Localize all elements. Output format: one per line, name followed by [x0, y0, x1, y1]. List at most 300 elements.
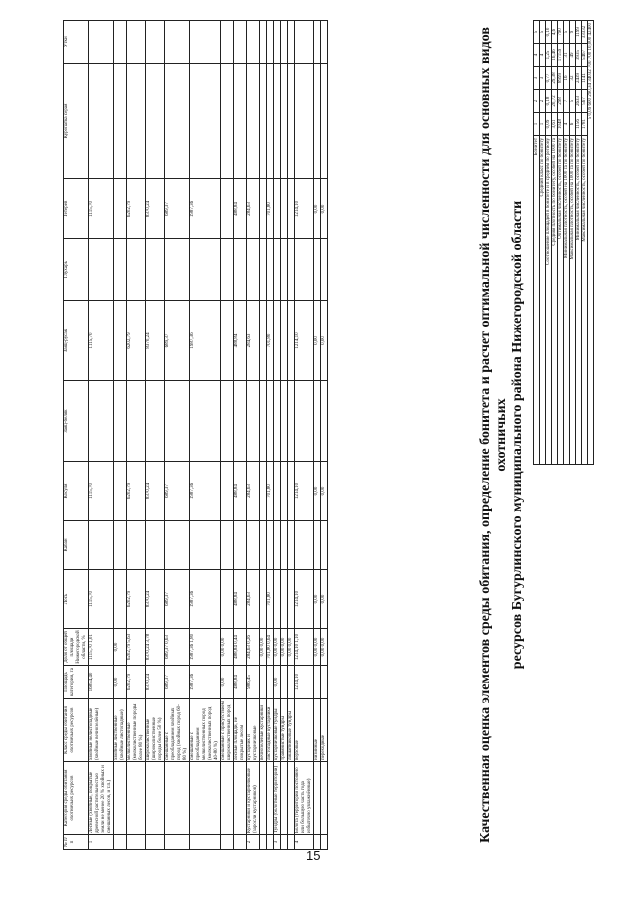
- cell-species-value: 488,84: [234, 179, 247, 239]
- cell-species-value: 6202,79: [127, 461, 146, 520]
- rotated-frame: [38, 20, 598, 850]
- table-row: [314, 21, 321, 850]
- cell-no: 3: [274, 835, 281, 850]
- bonitet-row-label: Средний класс по бонитету: [540, 136, 546, 465]
- cell-species-value: [314, 521, 321, 570]
- cell-species-value: [281, 300, 288, 381]
- cell-area: [281, 666, 288, 699]
- col-species-6: Глухарь: [64, 239, 89, 300]
- cell-no: 2: [247, 835, 260, 850]
- cell-species-value: [234, 521, 247, 570]
- cell-species-value: [247, 381, 260, 462]
- cell-species-value: 1115,70: [89, 461, 114, 520]
- cell-species-value: [146, 63, 165, 179]
- col-species-3: Косуля: [64, 461, 89, 520]
- bonitet-cell: 32: [570, 67, 576, 90]
- col-species-4: Заяц-беляк: [64, 381, 89, 462]
- cell-category: [127, 762, 146, 835]
- cell-species-value: [89, 521, 114, 570]
- cell-species-value: 1987,36: [190, 461, 221, 520]
- table-row: [260, 21, 267, 850]
- bonitet-cell: 17159: [558, 44, 564, 67]
- cell-species-value: [295, 239, 314, 300]
- cell-area: [321, 666, 328, 699]
- cell-species-value: [114, 239, 127, 300]
- document-title: [478, 20, 526, 850]
- cell-share: 0,00 0,00: [321, 629, 328, 666]
- cell-species-value: [274, 521, 281, 570]
- cell-species-value: 8370,24: [146, 461, 165, 520]
- cell-species-value: [321, 239, 328, 300]
- col-share: Доля от общей площади Нижегородской области, %: [64, 630, 87, 664]
- cell-no: 4: [295, 835, 314, 850]
- bonitet-cell: 4: [564, 113, 570, 136]
- bonitet-cell: 0,18: [546, 90, 552, 113]
- cell-species-value: [288, 461, 295, 520]
- header-row: [64, 21, 89, 850]
- cell-species-value: [288, 300, 295, 381]
- cell-share: 0,00 0,00: [260, 629, 267, 666]
- cell-species-value: 0,00: [321, 461, 328, 520]
- cell-share: 284,63 0,26: [247, 629, 260, 666]
- table-row: [190, 21, 221, 850]
- cell-species-value: [114, 381, 127, 462]
- cell-species-value: 1214,10: [295, 569, 314, 628]
- cell-species-value: [288, 179, 295, 239]
- cell-species-value: [295, 21, 314, 64]
- cell-class: кустарничковые тундры: [274, 699, 281, 762]
- cell-species-value: [281, 381, 288, 462]
- bonitet-cell: 5: [570, 90, 576, 113]
- bonitet-cell: 6: [570, 113, 576, 136]
- cell-area: 0,00: [274, 666, 281, 699]
- bonitet-cell: 16: [564, 67, 570, 90]
- cell-area: 689,37: [165, 666, 190, 699]
- cell-species-value: 1987,36: [190, 300, 221, 381]
- cell-species-value: [114, 461, 127, 520]
- bonitet-cell: 5467: [582, 44, 588, 67]
- cell-species-value: 488,84: [234, 569, 247, 628]
- cell-species-value: 0,00: [314, 569, 321, 628]
- bonitet-cell: 790: [558, 21, 564, 44]
- cell-species-value: [114, 300, 127, 381]
- cell-no: [267, 835, 274, 850]
- cell-area: [314, 666, 321, 699]
- cell-species-value: [260, 521, 267, 570]
- cell-share: 0,00 0,00: [274, 629, 281, 666]
- cell-share: 6202,79 5,63: [127, 629, 146, 666]
- cell-species-value: [127, 381, 146, 462]
- cell-species-value: [190, 63, 221, 179]
- cell-share: 1987,36 1,80: [190, 629, 221, 666]
- cell-class: верховые: [295, 699, 314, 762]
- cell-species-value: [260, 381, 267, 462]
- cell-species-value: [314, 239, 321, 300]
- bonitet-cell: 1156: [576, 113, 582, 136]
- cell-species-value: [165, 521, 190, 570]
- bonitet-cell: 2633: [576, 90, 582, 113]
- cell-species-value: [114, 569, 127, 628]
- cell-share: 0,00 0,00: [314, 629, 321, 666]
- cell-species-value: [321, 521, 328, 570]
- page-number: 15: [306, 848, 321, 863]
- cell-species-value: [281, 569, 288, 628]
- cell-species-value: [221, 461, 234, 520]
- cell-species-value: [114, 63, 127, 179]
- cell-species-value: [267, 521, 274, 570]
- cell-share: 1115,70 1,01: [89, 629, 114, 666]
- cell-no: [221, 835, 234, 850]
- cell-species-value: [281, 521, 288, 570]
- cell-species-value: [260, 21, 267, 64]
- cell-area: 6202,79: [127, 666, 146, 699]
- bonitet-cell: 1,25: [546, 44, 552, 67]
- cell-species-value: [281, 239, 288, 300]
- bonitet-cell: 20,72: [552, 90, 558, 113]
- cell-species-value: [274, 461, 281, 520]
- cell-no: [288, 835, 295, 850]
- cell-species-value: 1115,70: [89, 179, 114, 239]
- cell-species-value: [190, 381, 221, 462]
- title-line-1: Качественная оценка элементов среды обитания, определение бонитета и расчет оптимальной численности для основных видов охотничьих: [478, 27, 509, 843]
- col-species-2: Кабан: [64, 521, 89, 570]
- col-area: Площадь категории, га: [64, 666, 89, 699]
- bonitet-cell: 4,6: [552, 21, 558, 44]
- cell-species-value: [165, 21, 190, 64]
- cell-species-value: 701,80: [267, 461, 274, 520]
- cell-species-value: [234, 21, 247, 64]
- cell-species-value: 689,37: [165, 569, 190, 628]
- cell-species-value: [247, 521, 260, 570]
- cell-category: [321, 762, 328, 835]
- bonitet-cell: 567: [582, 90, 588, 113]
- cell-species-value: [281, 461, 288, 520]
- bonitet-cell: 8999: [558, 67, 564, 90]
- cell-species-value: [288, 569, 295, 628]
- cell-species-value: [234, 239, 247, 300]
- cell-species-value: 0,00: [314, 179, 321, 239]
- cell-category: [165, 762, 190, 835]
- bonitet-row-label: Максимальная численность, особей по бонитету: [582, 136, 588, 465]
- cell-species-value: 8370,24: [146, 569, 165, 628]
- title-line-2: ресурсов Бугурлинского муниципального района Нижегородской области: [510, 200, 525, 670]
- cell-species-value: [274, 569, 281, 628]
- cell-species-value: [234, 381, 247, 462]
- cell-species-value: [89, 381, 114, 462]
- bonitet-cell: 33332: [582, 21, 588, 44]
- bonitet-header-cell: 1: [534, 113, 540, 136]
- cell-species-value: 1987,36: [190, 179, 221, 239]
- cell-species-value: [274, 300, 281, 381]
- cell-category: [114, 762, 127, 835]
- cell-species-value: [281, 21, 288, 64]
- cell-share: 1214,10 1,10: [295, 629, 314, 666]
- cell-species-value: [267, 63, 274, 179]
- cell-species-value: [274, 179, 281, 239]
- cell-species-value: [127, 239, 146, 300]
- cell-area: [267, 666, 274, 699]
- cell-no: [165, 835, 190, 850]
- table-row: [321, 21, 328, 850]
- bonitet-cell: 16,46: [552, 44, 558, 67]
- cell-species-value: 284,63: [247, 300, 260, 381]
- cell-species-value: 1115,70: [89, 569, 114, 628]
- cell-no: [234, 835, 247, 850]
- cell-species-value: [288, 521, 295, 570]
- cell-species-value: 689,37: [165, 300, 190, 381]
- cell-species-value: [221, 239, 234, 300]
- cell-species-value: 0,00: [321, 300, 328, 381]
- cell-species-value: [89, 239, 114, 300]
- cell-species-value: [114, 179, 127, 239]
- cell-no: [146, 835, 165, 850]
- cell-species-value: [221, 300, 234, 381]
- cell-species-value: [260, 239, 267, 300]
- table-row: [281, 21, 288, 850]
- cell-species-value: [127, 521, 146, 570]
- cell-area: [260, 666, 267, 699]
- cell-species-value: 488,84: [234, 300, 247, 381]
- cell-class: хвойные нелистопадные (хвойные вечнозелёные): [89, 699, 114, 762]
- cell-no: [114, 835, 127, 850]
- cell-category: [267, 762, 274, 835]
- cell-species-value: [89, 21, 114, 64]
- cell-share: 0,00: [114, 629, 127, 666]
- table-row: [127, 21, 146, 850]
- cell-species-value: 8370,24: [146, 300, 165, 381]
- cell-species-value: 1214,10: [295, 461, 314, 520]
- bonitet-cell: 298: [558, 90, 564, 113]
- cell-species-value: [234, 63, 247, 179]
- cell-species-value: [281, 179, 288, 239]
- cell-species-value: [274, 239, 281, 300]
- assessment-table: [63, 20, 328, 850]
- cell-class: кустарник и кустарничковые: [247, 699, 260, 762]
- table-row: [221, 21, 234, 850]
- cell-category: [260, 762, 267, 835]
- cell-category: Тундры (болотные территории): [274, 762, 281, 835]
- col-species-5: Заяц-русак: [64, 300, 89, 381]
- cell-species-value: [295, 521, 314, 570]
- cell-species-value: [221, 63, 234, 179]
- cell-share: 8370,24 3,78: [146, 629, 165, 666]
- cell-species-value: [321, 63, 328, 179]
- cell-category: Лесные (хвойные, покрытые древесной растительностью земли не менее 20 % хвойных и смешанных лесов, и т.п.): [89, 762, 114, 835]
- cell-species-value: [247, 21, 260, 64]
- table-row: [165, 21, 190, 850]
- cell-species-value: [267, 239, 274, 300]
- cell-species-value: [314, 63, 321, 179]
- cell-species-value: [274, 381, 281, 462]
- cell-species-value: [321, 381, 328, 462]
- col-species-8: Куропатка серая: [64, 63, 89, 179]
- table-row: [89, 21, 114, 850]
- cell-class: смешанные с преобладанием мелколиственных пород (мелколиственных пород 40-80 %): [190, 699, 221, 762]
- col-species-1: Лось: [64, 569, 89, 628]
- cell-species-value: [267, 21, 274, 64]
- cell-species-value: 689,37: [165, 461, 190, 520]
- bonitet-header-cell: 4: [534, 44, 540, 67]
- bonitet-cell: 0,10: [546, 21, 552, 44]
- cell-share: 701,80 0,64: [267, 629, 274, 666]
- cell-species-value: [146, 21, 165, 64]
- cell-area: [288, 666, 295, 699]
- bonitet-cell: 1781: [582, 113, 588, 136]
- cell-species-value: [288, 239, 295, 300]
- bonitet-header-cell: 3: [534, 67, 540, 90]
- cell-class: низинные: [314, 699, 321, 762]
- cell-share: 488,84 0,44: [234, 629, 247, 666]
- cell-species-value: 284,63: [247, 461, 260, 520]
- cell-species-value: 0,00: [321, 179, 328, 239]
- bonitet-cell: 9: [570, 21, 576, 44]
- cell-species-value: 689,37: [165, 179, 190, 239]
- cell-species-value: [295, 381, 314, 462]
- bonitet-extra-row: [588, 21, 594, 465]
- cell-species-value: 701,80: [267, 179, 274, 239]
- col-species-7: Тетерев: [64, 179, 89, 239]
- cell-species-value: [89, 63, 114, 179]
- cell-species-value: 701,80: [267, 569, 274, 628]
- table-row: [295, 21, 314, 850]
- bonitet-row-label: Минимальная плотность, особей на 1000 га по бонитету: [564, 136, 570, 465]
- bonitet-row-label: Оптимальная численность, особей по бонитету: [558, 136, 564, 465]
- cell-class: лишайниковые тундры: [288, 699, 295, 762]
- cell-area: 8370,24: [146, 666, 165, 699]
- cell-species-value: 284,63: [247, 569, 260, 628]
- cell-species-value: [190, 21, 221, 64]
- cell-species-value: [221, 569, 234, 628]
- cell-category: [288, 762, 295, 835]
- table-row: [288, 21, 295, 850]
- col-species-9: Утки: [64, 21, 89, 64]
- cell-species-value: [221, 381, 234, 462]
- cell-area: 0,00: [221, 666, 234, 699]
- cell-area: 1987,36: [190, 666, 221, 699]
- cell-category: [234, 762, 247, 835]
- table-row: [146, 21, 165, 850]
- cell-species-value: 1115,70: [89, 300, 114, 381]
- cell-species-value: 6202,79: [127, 569, 146, 628]
- cell-class: лесные площади, не покрытые лесом: [234, 699, 247, 762]
- bonitet-cell: 3: [540, 67, 546, 90]
- bonitet-cell: 0,09: [546, 113, 552, 136]
- cell-species-value: [127, 21, 146, 64]
- cell-species-value: [247, 63, 260, 179]
- cell-species-value: [190, 239, 221, 300]
- bonitet-cell: 3,61: [552, 113, 558, 136]
- bonitet-row-label: Средняя плотность по бонитету, особей на 1000 га: [552, 136, 558, 465]
- cell-species-value: [127, 63, 146, 179]
- bonitet-cell: 5: [564, 21, 570, 44]
- cell-species-value: [165, 381, 190, 462]
- bonitet-cell: 3935: [576, 44, 582, 67]
- bonitet-cell: 4: [540, 44, 546, 67]
- cell-species-value: 1987,36: [190, 569, 221, 628]
- cell-category: [221, 762, 234, 835]
- cell-no: [321, 835, 328, 850]
- cell-species-value: 284,63: [247, 179, 260, 239]
- col-category: Категория среды обитания охотничьих ресурсов: [64, 762, 89, 835]
- bonitet-header-cell: 2: [534, 90, 540, 113]
- cell-species-value: [295, 63, 314, 179]
- bonitet-cell: 1: [540, 113, 546, 136]
- cell-no: [127, 835, 146, 850]
- bonitet-cell: 2439: [576, 67, 582, 90]
- bonitet-cell: 1048: [558, 113, 564, 136]
- bonitet-cell: 31: [564, 44, 570, 67]
- cell-share: 0,00 0,00: [288, 629, 295, 666]
- cell-area: 1214,10: [295, 666, 314, 699]
- cell-species-value: 0,00: [314, 461, 321, 520]
- cell-no: [260, 835, 267, 850]
- cell-class: вечнозелёные кустарники: [260, 699, 267, 762]
- cell-species-value: 0,00: [321, 569, 328, 628]
- cell-class: листопадные кустарники: [267, 699, 274, 762]
- cell-species-value: [221, 521, 234, 570]
- cell-species-value: [165, 239, 190, 300]
- bonitet-cell: 1141: [582, 67, 588, 90]
- cell-species-value: 1214,10: [295, 300, 314, 381]
- cell-class: травянистые тундры: [281, 699, 288, 762]
- cell-class: широколиственные (широколиственные породы более 50 %): [146, 699, 165, 762]
- cell-species-value: [288, 21, 295, 64]
- cell-species-value: [114, 21, 127, 64]
- cell-species-value: [281, 63, 288, 179]
- cell-species-value: 0,00: [314, 300, 321, 381]
- cell-category: [190, 762, 221, 835]
- bonitet-cell: 0,77: [546, 67, 552, 90]
- cell-species-value: [288, 381, 295, 462]
- bonitet-cell: 5: [540, 21, 546, 44]
- cell-no: [190, 835, 221, 850]
- bonitet-header-cell: 5: [534, 21, 540, 44]
- cell-no: [281, 835, 288, 850]
- bonitet-cell: 2: [540, 90, 546, 113]
- cell-category: Болота (территории постоянно или большую часть года избыточно увлажнённые): [295, 762, 314, 835]
- bonitet-cell: 49: [570, 44, 576, 67]
- table-row: [234, 21, 247, 850]
- cell-species-value: 488,84: [234, 461, 247, 520]
- cell-area: 488,84: [234, 666, 247, 699]
- cell-species-value: [314, 381, 321, 462]
- cell-species-value: [267, 381, 274, 462]
- cell-species-value: [321, 21, 328, 64]
- bonitet-table: [533, 20, 594, 465]
- cell-species-value: [146, 381, 165, 462]
- cell-area: 0,00: [114, 666, 127, 699]
- cell-no: 1: [89, 835, 114, 850]
- cell-species-value: [165, 63, 190, 179]
- table-row: [114, 21, 127, 850]
- cell-area: 986,45: [247, 666, 260, 699]
- bonitet-cell: 1199: [576, 21, 582, 44]
- cell-species-value: 8370,24: [146, 179, 165, 239]
- cell-species-value: [274, 63, 281, 179]
- bonitet-row-label: Минимальная численность, особей по бонитету: [576, 136, 582, 465]
- cell-species-value: 1214,10: [295, 179, 314, 239]
- cell-species-value: [260, 63, 267, 179]
- cell-species-value: [221, 21, 234, 64]
- cell-class: переходные: [321, 699, 328, 762]
- cell-class: мелколиственные (мелколиственные породы более 80 %): [127, 699, 146, 762]
- cell-species-value: [221, 179, 234, 239]
- cell-area: 16854,40: [89, 666, 114, 699]
- cell-species-value: [314, 21, 321, 64]
- cell-species-value: [260, 300, 267, 381]
- bonitet-header-cell: Бонитет: [534, 136, 540, 465]
- cell-species-value: [260, 179, 267, 239]
